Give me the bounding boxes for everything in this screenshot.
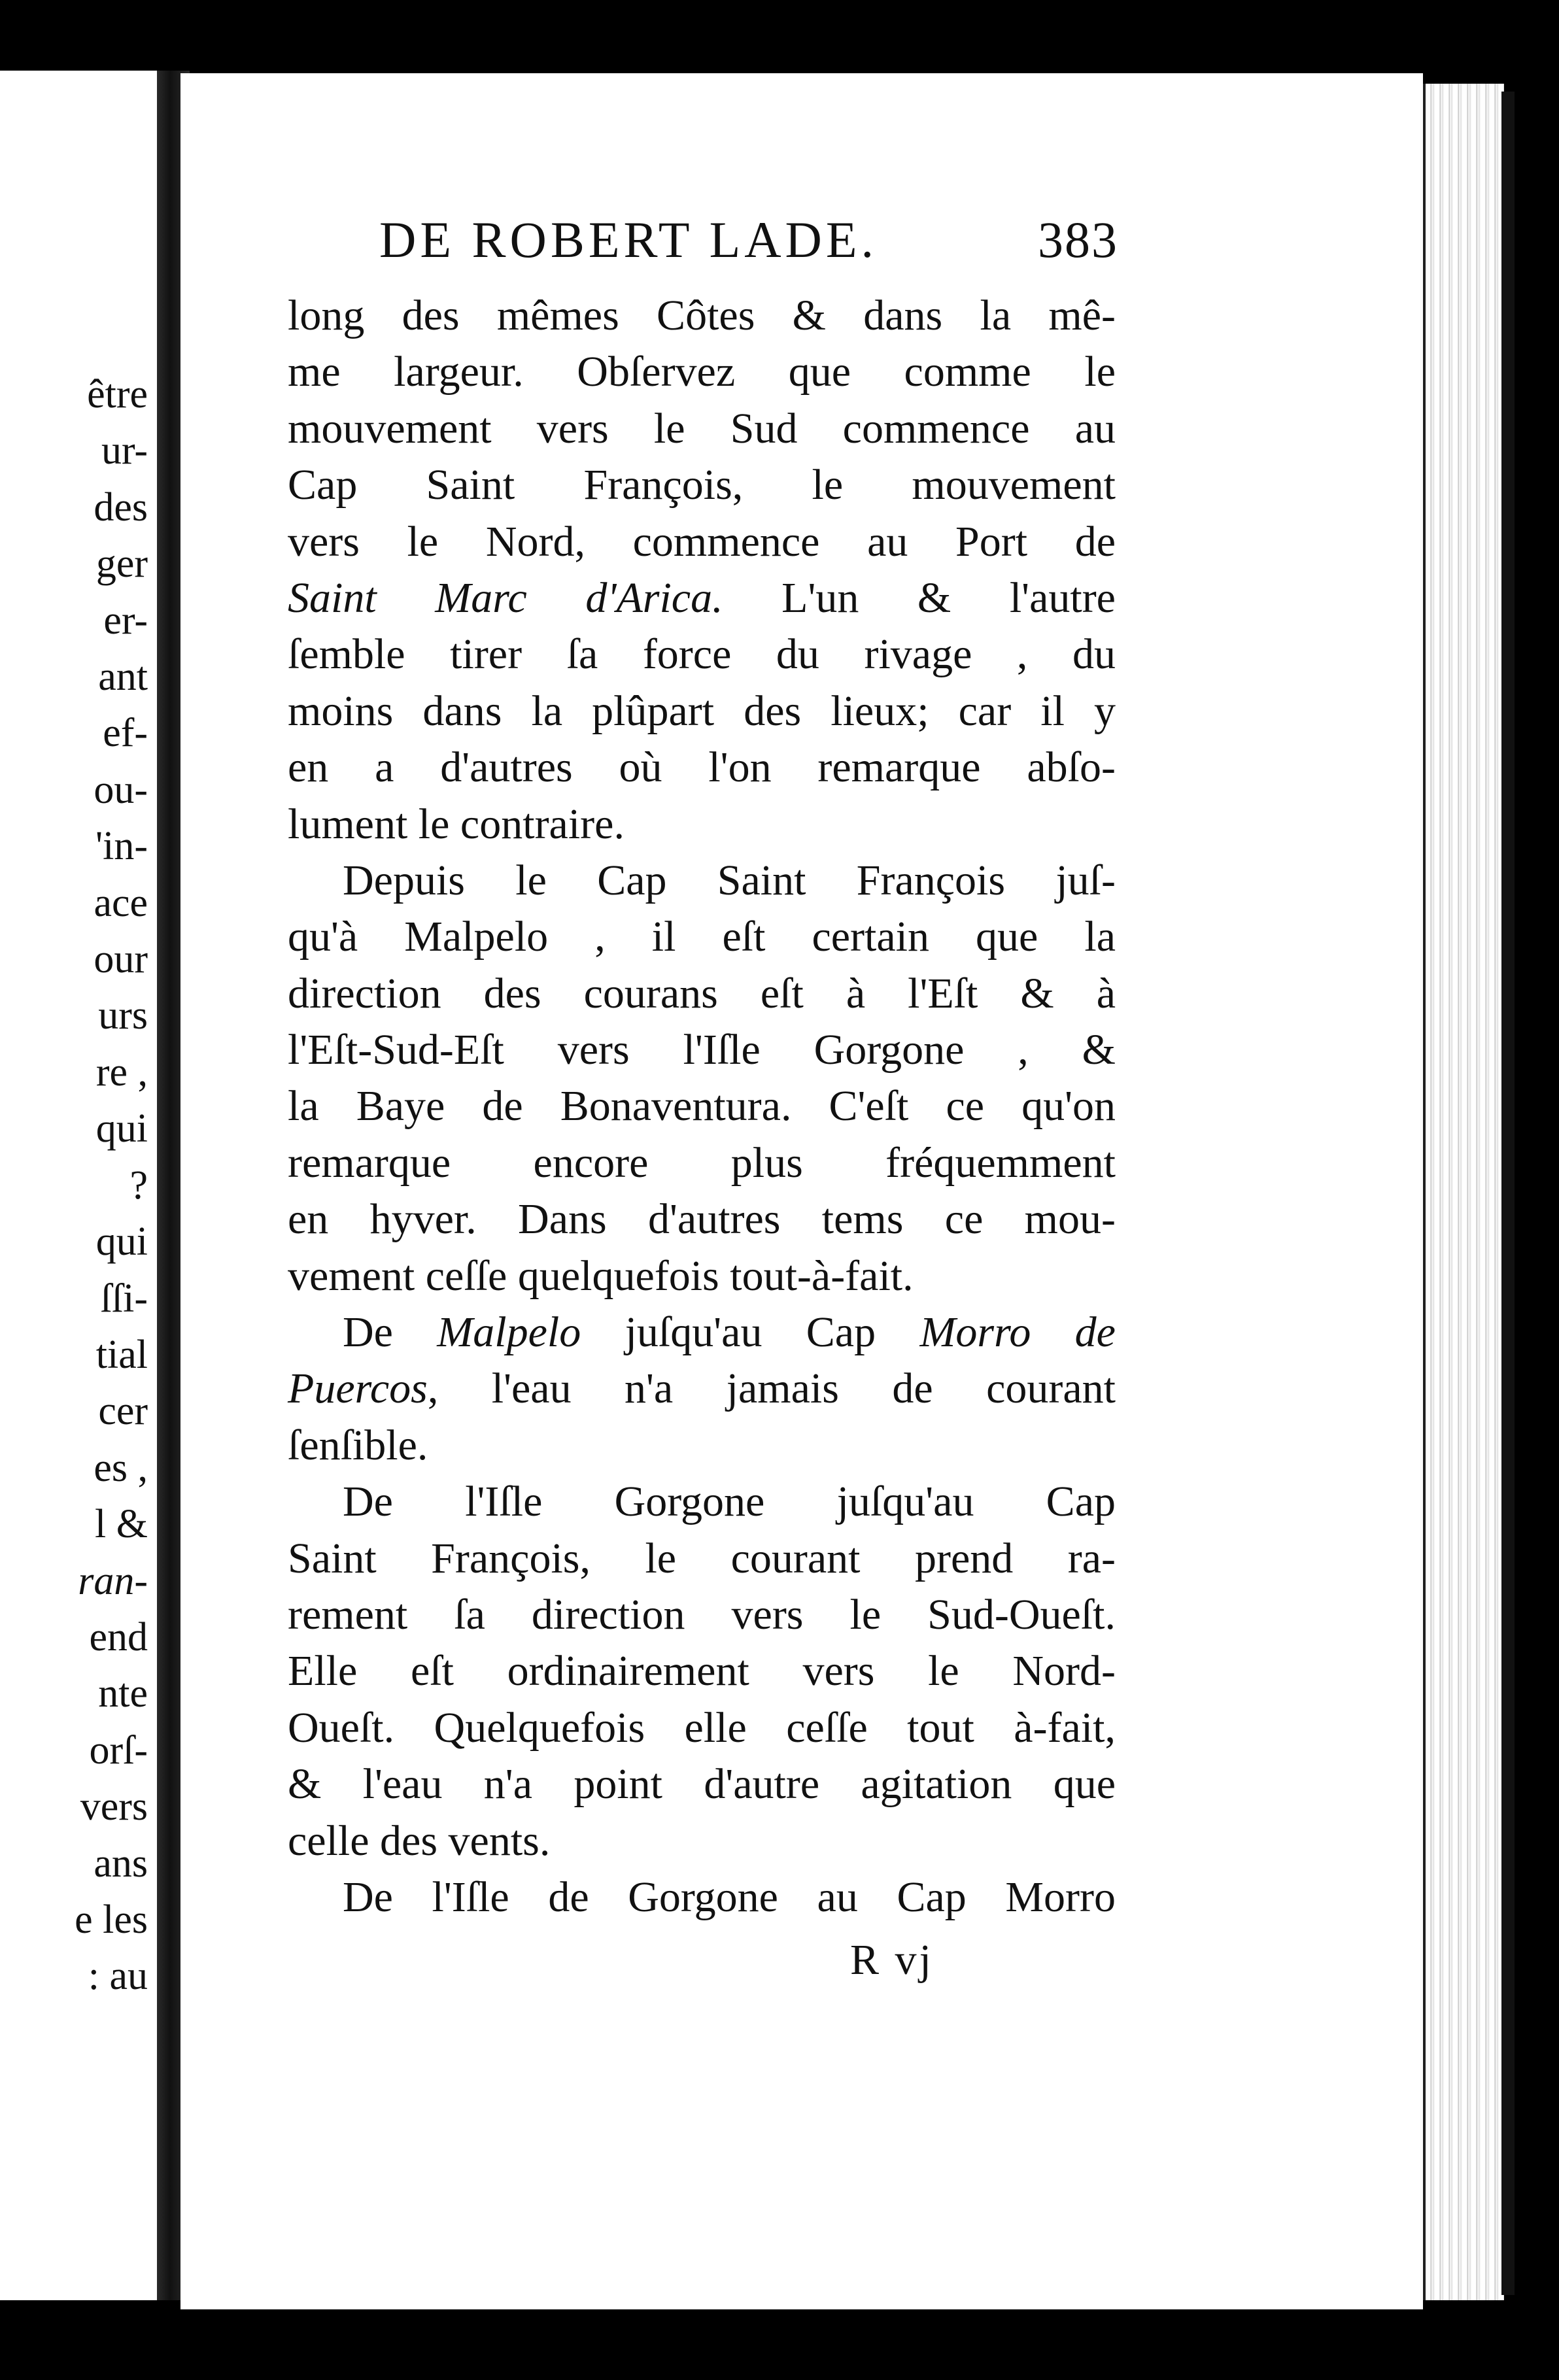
paragraph [288,1474,1116,1869]
text-line: celle des vents. [288,1816,551,1865]
text-line: qu'à Malpelo , il eſt certain que la [288,913,1116,961]
left-page-fragment: ? [129,1163,148,1208]
text-line: Oueſt. Quelquefois elle ceſſe tout à-fait, [288,1703,1116,1752]
left-page-fragment: ger [95,541,148,586]
text-line [288,570,1116,626]
text-line: l'Eſt-Sud-Eſt vers l'Iſle Gorgone , & [288,1026,1116,1074]
text-line: De l'Iſle de Gorgone au Cap Morro [343,1873,1116,1921]
left-page-fragment: orſ- [89,1727,148,1773]
left-page-fragment: des [94,484,148,530]
text-line: la Baye de Bonaventura. C'eſt ce qu'on [288,1082,1116,1130]
text-segment: L'un & l'autre [723,573,1116,622]
page-number: 383 [1038,211,1118,268]
italic-text: Morro de [919,1308,1116,1357]
page-header [379,211,1118,276]
left-page-fragment: e les [75,1897,148,1942]
text-line: Depuis le Cap Saint François juſ- [343,856,1116,904]
left-page-fragment: ran- [78,1558,148,1603]
body-text [288,288,1116,1926]
text-segment: De [343,1308,437,1357]
text-line: ſemble tirer ſa force du rivage , du [288,630,1116,679]
text-line: remarque encore plus fréquemment [288,1138,1116,1187]
italic-text: Saint Marc d'Arica. [288,573,723,622]
text-line: en hyver. Dans d'autres tems ce mou- [288,1195,1116,1244]
left-page-fragment: tial [95,1332,148,1377]
page-edge [1423,84,1504,2300]
text-segment: , l'eau n'a jamais de courant [427,1365,1116,1413]
text-line: rement ſa direction vers le Sud-Oueſt. [288,1590,1116,1639]
left-page-fragment: cer [98,1389,148,1434]
text-line: vers le Nord, commence au Port de [288,517,1116,566]
text-line [288,1361,1116,1417]
left-page-fragment: qui [95,1106,148,1151]
left-page-fragment: ant [98,654,148,700]
left-page-fragment: vers [80,1784,148,1829]
paragraph [288,288,1116,853]
left-page-fragment: ace [94,880,148,925]
text-line: lument le contraire. [288,800,625,848]
left-page-fragment: nte [98,1671,148,1716]
text-line: vement ceſſe quelquefois tout-à-fait. [288,1251,914,1300]
text-line: en a d'autres où l'on remarque abſo- [288,743,1116,792]
left-page-fragment: ou- [94,767,148,812]
left-page-fragment: 'in- [95,824,148,869]
text-line: long des mêmes Côtes & dans la mê- [288,292,1116,339]
text-line: moins dans la plûpart des lieux; car il y [288,687,1116,735]
left-page-fragments [75,366,148,2005]
signature-mark: R vj [850,1936,934,1984]
left-page-fragment: ans [94,1841,148,1886]
left-page-fragment: : au [88,1954,148,1999]
left-page-fragment: ur- [101,428,148,473]
left-page-fragment: er- [103,598,148,643]
paragraph [288,1869,1116,1926]
running-head: DE ROBERT LADE. [379,211,878,268]
text-line: me largeur. Obſervez que comme le [288,348,1116,396]
text-line: De l'Iſle Gorgone juſqu'au Cap [343,1478,1116,1526]
text-line: & l'eau n'a point d'autre agitation que [288,1760,1116,1809]
left-page-fragment: re , [95,1049,148,1095]
left-page-fragment: ſſi- [100,1276,148,1321]
text-line: mouvement vers le Sud commence au [288,404,1116,452]
left-page-fragment: es , [94,1445,148,1490]
text-line: direction des courans eſt à l'Eſt & à [288,969,1116,1017]
left-page [0,71,166,2300]
text-segment: juſqu'au Cap [581,1308,920,1357]
text-line: ſenſible. [288,1421,428,1469]
left-page-fragment: l & [95,1502,148,1547]
paragraph [288,853,1116,1304]
left-page-fragment: ef- [103,711,148,756]
paragraph [288,1304,1116,1474]
page-edge-shadow [1501,92,1515,2295]
left-page-fragment: être [87,372,148,416]
left-page-fragment: qui [95,1219,148,1265]
left-page-fragment: our [94,937,148,982]
text-line [288,1304,1116,1361]
italic-text: Puercos [288,1365,428,1413]
text-line: Cap Saint François, le mouvement [288,461,1116,509]
text-line: Elle eſt ordinairement vers le Nord- [288,1647,1116,1695]
italic-text: Malpelo [437,1308,581,1357]
text-line: Saint François, le courant prend ra- [288,1534,1116,1582]
left-page-fragment: urs [98,993,148,1038]
left-page-fragment: end [89,1614,148,1659]
